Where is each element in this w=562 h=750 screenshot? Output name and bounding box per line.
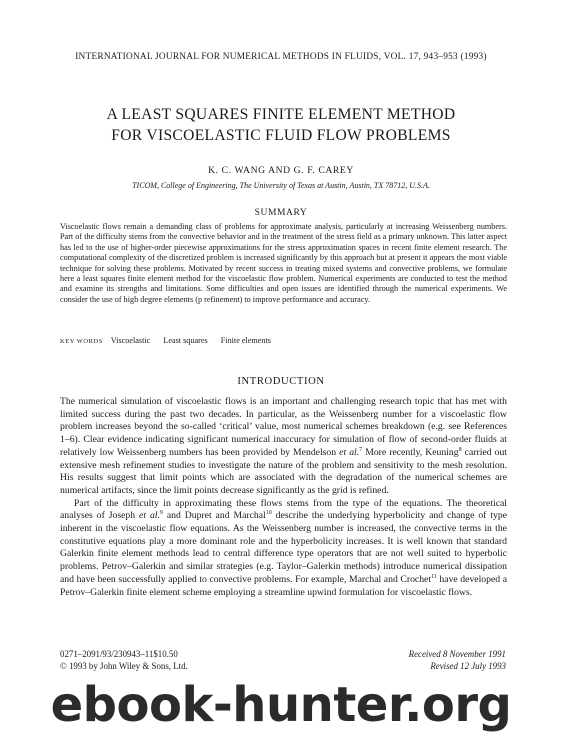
intro-paragraph-2 [60, 498, 507, 600]
footer-dates [409, 648, 506, 672]
text-run: Part of the difficulty in approximating these flows stems from the type of the equations. The theoretical analyses of Joseph [60, 497, 507, 522]
text-run: et al. [139, 510, 160, 522]
reference-8: 8 [458, 446, 462, 453]
footer-publication-info [60, 648, 188, 672]
revised-date: Revised 12 July 1993 [430, 661, 506, 671]
text-run: More recently, Keuning [362, 446, 459, 458]
text-run: et al. [339, 446, 360, 458]
summary-heading: SUMMARY [254, 208, 308, 218]
reference-10: 10 [265, 510, 272, 517]
authors: K. C. WANG AND G. F. CAREY [208, 165, 354, 176]
text-run: describe the underlying hyperbolicity and change of type inherent in the viscoelastic flow equations. As the Weissenberg number is increased, the convective terms in the constitutive equations play a more dominant role and the hyperbolicity increases. It is well known that standard Galerkin finite element methods lead to central difference type operators that are not well suited to hyperbolic problems. Petrov–Galerkin and similar strategies (e.g. Taylor–Galerkin methods) introduce numerical dissipation and have been successfully applied to convective problems. For example, Marchal and Crochet [60, 510, 508, 585]
reference-7: 7 [359, 446, 363, 453]
price-code: 0271–2091/93/230943–11$10.50 [60, 649, 178, 659]
title-line-2: FOR VISCOELASTIC FLUID FLOW PROBLEMS [111, 127, 451, 144]
text-run: have developed a Petrov–Galerkin finite element scheme employing a streamline upwind formulation for viscoelastic flows. [60, 573, 507, 598]
introduction-body [60, 396, 507, 599]
received-date: Received 8 November 1991 [408, 649, 506, 659]
copyright: © 1993 by John Wiley & Sons, Ltd. [60, 661, 188, 671]
text-run: and Dupret and Marchal [162, 510, 266, 522]
keyword-item: Finite elements [220, 336, 271, 345]
journal-header: INTERNATIONAL JOURNAL FOR NUMERICAL METHODS IN FLUIDS, VOL. 17, 943–953 (1993) [75, 52, 487, 62]
reference-11: 11 [431, 573, 437, 580]
affiliation: TICOM, College of Engineering, The University of Texas at Austin, Austin, TX 78712, U.S.A. [132, 181, 430, 190]
text-run: carried out extensive mesh refinement studies to investigate the nature of the problem and sensitivity to the mesh resolution. His results suggest that limit points which are associated with the degradation of the numerical schemes are numerical artifacts, since the limit points decrease significantly as the grid is refined. [60, 446, 507, 496]
keyword-item: Least squares [163, 336, 208, 345]
reference-9: 9 [159, 510, 163, 517]
text-run: The numerical simulation of viscoelastic flows is an important and challenging research topic that has met with limited success during the past two decades. In particular, as the Weissenberg number for a viscoelastic flow problem increases beyond the so-called ‘critical’ value, most numerical schemes breakdown (e.g. see References 1–6). Clear evidence indicating significant numerical inaccuracy for simulation of flow of second-order fluids at relatively low Weissenberg numbers has been provided by Mendelson [60, 396, 507, 458]
title-line-1: A LEAST SQUARES FINITE ELEMENT METHOD [106, 106, 456, 123]
intro-paragraph-1 [60, 396, 507, 498]
watermark: ebook-hunter.org [50, 677, 512, 733]
paper-title [0, 104, 562, 146]
summary-text: Viscoelastic flows remain a demanding class of problems for approximate analysis, particularly at increasing Weissenberg numbers. Part of the difficulty stems from the convective behavior and in the treatment of the stress field as a primary unknown. This latter aspect has led to the use of higher-order piecewise approximations for the stress approximation spaces in recent finite element research. The computational complexity of the discretized problem is increased significantly by this approach but at present it appears the most viable technique for solving these problems. Motivated by recent success in treating mixed systems and convective problems, we formulate here a least squares finite element method for the viscoelastic flow problem. Numerical experiments are conducted to test the method and examine its strengths and limitations. Some difficulties and open issues are identified through the numerical experiments. We consider the use of high degree elements (p refinement) to improve performance and accuracy. [60, 222, 507, 304]
keywords [60, 336, 282, 345]
introduction-heading: INTRODUCTION [237, 376, 325, 387]
keywords-label: KEY WORDS [60, 338, 103, 345]
keyword-item: Viscoelastic [110, 336, 151, 345]
